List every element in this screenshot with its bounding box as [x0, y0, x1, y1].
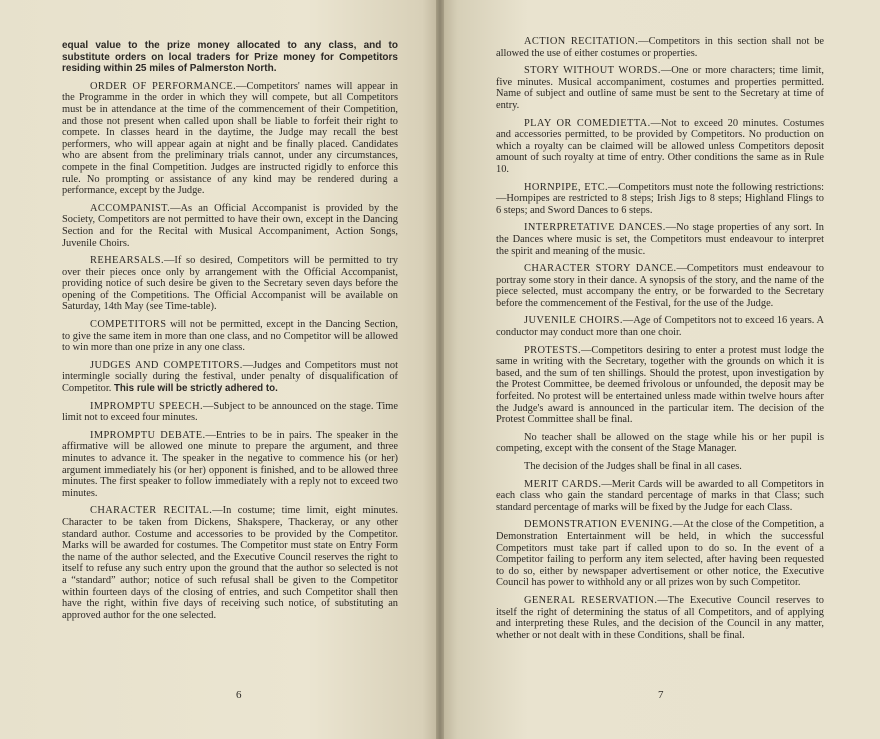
rule-paragraph — [62, 430, 398, 500]
rule-emphasis: This rule will be strictly adhered to. — [113, 383, 278, 395]
rule-paragraph — [496, 118, 824, 176]
rule-heading: ACCOMPANIST. — [90, 202, 171, 214]
rule-text: —Competitors in this section shall not be allowed the use of either costumes or properties. — [496, 36, 824, 59]
intro-paragraph: equal value to the prize money allocated to any class, and to substitute orders on local traders for Prize money for Competitors residing within 25 miles of Palmerston North. — [62, 40, 398, 75]
rule-text: The decision of the Judges shall be final in all cases. — [524, 461, 742, 472]
rule-paragraph — [496, 345, 824, 426]
page-number: 7 — [658, 689, 664, 701]
rule-text: —No stage properties of any sort. In the Dances where music is set, the Competitors must endeavour to interpret the spirit and meaning of the music. — [496, 222, 824, 257]
rule-text: —Judges and Competitors must not intermingle socially during the festival, under penalty of disqualification of Competitor. — [62, 359, 398, 395]
rule-heading: IMPROMPTU SPEECH. — [90, 400, 204, 412]
rule-heading: JUVENILE CHOIRS. — [524, 315, 623, 327]
rule-heading: REHEARSALS. — [90, 255, 164, 267]
rule-paragraph — [496, 222, 824, 257]
book-gutter — [436, 0, 444, 739]
rule-paragraph — [496, 263, 824, 309]
rule-paragraph — [496, 36, 824, 59]
rule-heading: DEMONSTRATION EVENING. — [524, 519, 673, 531]
rule-text: —At the close of the Competition, a Demonstration Entertainment will be held, in which the successful Competitors must take part if called upon to do so. In the event of a Competitor failing to perform any item selected, after having been requested to do so, either by newspaper advertisement or other notice, the Executive Council has power to withhold any or all prizes won by such Competitor. — [496, 519, 824, 589]
rule-heading: COMPETITORS — [90, 319, 167, 331]
rule-paragraph — [62, 255, 398, 313]
rule-text: —Competitors must endeavour to portray some story in their dance. A synopsis of the story, and the name of the piece selected, must accompany the entry, or be forwarded to the Secretary before the commencement of the Festival, for the use of the Judge. — [496, 263, 824, 309]
rule-text: —Competitors must note the following restrictions:—Hornpipes are restricted to 8 steps; Irish Jigs to 8 steps; Highland Flings to 6 steps; and Sword Dances to 6 steps. — [496, 181, 825, 216]
rule-text: —In costume; time limit, eight minutes. Character to be taken from Dickens, Shakspere, Thackeray, or any other standard author. Costume and accessories to be provided by the Competitor. Marks will be awarded for costumes. The Competitor must state on Entry Form the name of the author selected, and the Executive Council reserves the right to itself to refuse any such entry upon the ground that the author so selected is not a “standard” author; notice of such refusal shall be given to the Competitor within fourteen days of the closing of entries, and such Competitor shall then have the right, within five days of receiving such notice, of substituting an approved author for the one selected. — [62, 505, 398, 621]
rule-text: —One or more characters; time limit, five minutes. Musical accompaniment, costumes and properties permitted. Name of subject and outline of same must be sent to the Secretary at time of entry. — [496, 65, 824, 111]
rule-paragraph — [496, 182, 824, 217]
rule-heading: MERIT CARDS. — [524, 478, 602, 490]
rule-paragraph — [62, 319, 398, 354]
page-number: 6 — [236, 689, 242, 701]
right-page — [440, 0, 880, 739]
rule-paragraph — [62, 401, 398, 424]
rule-heading: CHARACTER RECITAL. — [90, 505, 213, 517]
rule-heading: HORNPIPE, ETC. — [524, 181, 609, 193]
rule-paragraph — [496, 315, 824, 338]
rule-paragraph — [62, 505, 398, 621]
rule-heading: STORY WITHOUT WORDS. — [524, 65, 661, 77]
rule-heading: CHARACTER STORY DANCE. — [524, 263, 677, 275]
rule-heading: ACTION RECITATION. — [524, 36, 639, 47]
rule-text: —As an Official Accompanist is provided by the Society, Competitors are not permitted to have their own, except in the Dancing Section and for the Recital with Musical Accompaniment, Action Songs, Juvenile Choirs. — [62, 202, 398, 249]
rule-paragraph — [62, 360, 398, 395]
rule-text: —The Executive Council reserves to itself the right of determining the status of all Competitors, and of applying and interpreting these Rules, and the decision of the Council in any matter, whether or not dealt with in these Conditions, shall be final. — [496, 594, 824, 641]
rule-paragraph — [496, 65, 824, 111]
rule-paragraph — [496, 595, 824, 641]
rule-text: —Merit Cards will be awarded to all Competitors in each class who gain the standard percentage of marks in that Class; such standard percentage of marks will be fixed by the Judge for each Class. — [496, 478, 824, 513]
rule-text: —Competitors' names will appear in the Programme in the order in which they will compete, but all Competitors must be in attendance at the time of the commencement of their Competition, and those not present when called upon shall be liable to forfeit their right to compete. In classes heard in the daytime, the Judge may recall the best performers, who will appear again at night and be finally placed. Candidates who are absent from the preliminary trials cannot, under any circumstances, compete in the final Competition. Judges are instructed rigidly to enforce this rule. No prompting or assistance of any kind may be rendered during a performance, except by the Judge. — [62, 80, 398, 197]
rule-paragraph — [62, 203, 398, 249]
rule-text: —Not to exceed 20 minutes. Costumes and accessories permitted, to be provided by Competitors. No production on which a royalty can be claimed will be allowed unless Competitors deposit amount of such royalty at time of entry. Other conditions the same as in Rule 10. — [496, 117, 824, 175]
rule-text: will not be permitted, except in the Dancing Section, to give the same item in more than one class, and no Competitor will be allowed to win more than one prize in any one class. — [62, 319, 398, 354]
rule-paragraph — [496, 519, 824, 589]
rule-heading: JUDGES AND COMPETITORS. — [90, 359, 243, 371]
rule-paragraph — [496, 432, 824, 455]
rule-text: —Age of Competitors not to exceed 16 years. A conductor may conduct more than one choir. — [496, 315, 824, 339]
rule-heading: INTERPRETATIVE DANCES. — [524, 222, 666, 234]
rule-heading: PLAY OR COMEDIETTA. — [524, 117, 651, 129]
rule-text: —Entries to be in pairs. The speaker in the affirmative will be allowed one minute to prepare the argument, and three minutes to advance it. The speaker in the negative to commence his (or her) argument immediately his (or her) opponent is finished, and to be allowed three minutes. The first speaker to follow immediately with a reply not to exceed two minutes. — [62, 429, 399, 499]
rule-text: —Competitors desiring to enter a protest must lodge the same in writing with the Secretary, together with the grounds on which it is based, and the sum of ten shillings. Should the protest, upon investigation by the Protest Committee, be deemed frivolous or unfounded, the deposit may be forfeited. No protest will be entertained unless made within twelve hours after the Judge's award is announced in the particular item. The decision of the Protest Committee shall be final. — [496, 344, 824, 426]
rule-text: —If so desired, Competitors will be permitted to try over their pieces once only by arrangement with the Official Accompanist, providing notice of such desire be given to the Secretary seven days before the opening of the Competitions. The Official Accompanist will be available on Saturday, 14th May (see Time-table). — [62, 255, 398, 313]
rule-heading: ORDER OF PERFORMANCE. — [90, 80, 237, 92]
rule-paragraph — [496, 461, 824, 473]
rule-paragraph — [62, 81, 398, 197]
rule-text: —Subject to be announced on the stage. Time limit not to exceed four minutes. — [62, 400, 398, 424]
rule-text: No teacher shall be allowed on the stage while his or her pupil is competing, except with the consent of the Stage Manager. — [496, 431, 824, 455]
rule-heading: GENERAL RESERVATION. — [524, 594, 658, 606]
rule-heading: IMPROMPTU DEBATE. — [90, 429, 206, 441]
rule-heading: PROTESTS. — [524, 344, 582, 356]
rule-paragraph — [496, 479, 824, 514]
